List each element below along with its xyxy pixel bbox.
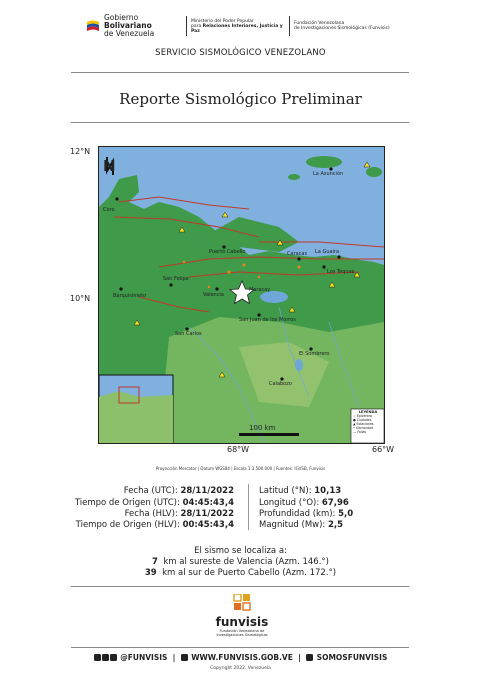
- city-label: Los Teques: [327, 269, 355, 275]
- city-label: Caracas: [287, 251, 308, 257]
- map-caption: Proyección Mercator | Datum WGS84 | Escala 1:3.500.000 | Fuentes: IGVSB, Funvisis: [155, 466, 326, 471]
- government-name: Gobierno Bolivariano de Venezuela: [104, 13, 155, 38]
- report-field: Latitud (°N): 10,13: [259, 486, 342, 496]
- service-name: SERVICIO SISMOLÓGICO VENEZOLANO: [155, 48, 326, 58]
- funvisis-logo: funvisis Fundación Venezolana de Investigaciones Sismológicas: [212, 594, 272, 646]
- north-arrow-label: N: [103, 157, 116, 175]
- foundation-name: Fundación Venezolana de Investigaciones Sismológicas (Funvisis): [294, 21, 390, 31]
- divider: [71, 122, 409, 123]
- city-label: Barquisimeto: [113, 293, 147, 299]
- city-label: San Juan de los Morros: [239, 317, 296, 323]
- header: [86, 14, 406, 38]
- longitude-label: 68°W: [227, 445, 250, 454]
- longitude-label: 66°W: [372, 445, 395, 454]
- twitter-icon: [94, 654, 101, 661]
- city-label: Maracay: [249, 287, 271, 293]
- social-bar: @FUNVISIS | WWW.FUNVISIS.GOB.VE | SOMOSFUNVISIS: [0, 653, 481, 662]
- latitude-label: 12°N: [70, 147, 91, 156]
- epicenter-map: [70, 136, 410, 462]
- web-icon: [181, 654, 188, 661]
- latitude-label: 10°N: [70, 294, 91, 303]
- hashtag-icon: [306, 654, 313, 661]
- website-link[interactable]: WWW.FUNVISIS.GOB.VE: [191, 653, 293, 662]
- divider: [248, 484, 249, 530]
- map-frame: [98, 146, 385, 444]
- report-field: Longitud (°O): 67,96: [259, 498, 349, 508]
- hashtag-text: SOMOSFUNVISIS: [316, 653, 388, 662]
- divider: [71, 72, 409, 73]
- report-field: Fecha (UTC): 28/11/2022: [123, 486, 234, 496]
- city-label: Coro: [103, 207, 115, 213]
- social-handle[interactable]: @FUNVISIS: [120, 653, 168, 662]
- instagram-icon: [102, 654, 109, 661]
- report-field: Tiempo de Origen (UTC): 04:45:43,4: [74, 498, 234, 508]
- city-label: Valencia: [203, 292, 224, 298]
- city-label: San Felipe: [163, 276, 189, 282]
- report-field: Fecha (HLV): 28/11/2022: [124, 509, 234, 519]
- city-label: San Carlos: [175, 331, 202, 337]
- city-label: La Asunción: [313, 171, 344, 177]
- page-title: Reporte Sismológico Preliminar: [119, 90, 362, 108]
- scale-bar-label: 100 km: [249, 424, 276, 432]
- location-description: El sismo se localiza a: 7 km al sureste de Valencia (Azm. 146.°) 39 km al sur de Puerto Cabello (Azm. 172.°): [144, 546, 337, 578]
- city-label: Puerto Cabello: [209, 249, 246, 255]
- city-label: El Sombrero: [299, 351, 330, 357]
- map-legend: LEYENDA ☆ Epicentro ● Ciudades ▲ Estaciones • Sismicidad — Fallas: [353, 410, 378, 434]
- report-field: Tiempo de Origen (HLV): 00:45:43,4: [75, 520, 234, 530]
- venezuela-flag-icon: [86, 19, 100, 33]
- city-label: La Guaira: [315, 249, 340, 255]
- copyright: Copyright 2022. Venezuela: [210, 666, 271, 671]
- divider: [71, 586, 409, 587]
- city-label: Calabozo: [269, 381, 292, 387]
- divider: [71, 647, 409, 648]
- report-field: Profundidad (km): 5,0: [259, 509, 354, 519]
- facebook-icon: [110, 654, 117, 661]
- report-field: Magnitud (Mw): 2,5: [259, 520, 344, 530]
- ministry-name: Ministerio del Poder Popular para Relaciones Interiores, Justicia y Paz: [191, 18, 283, 34]
- funvisis-logo-icon: [232, 594, 252, 612]
